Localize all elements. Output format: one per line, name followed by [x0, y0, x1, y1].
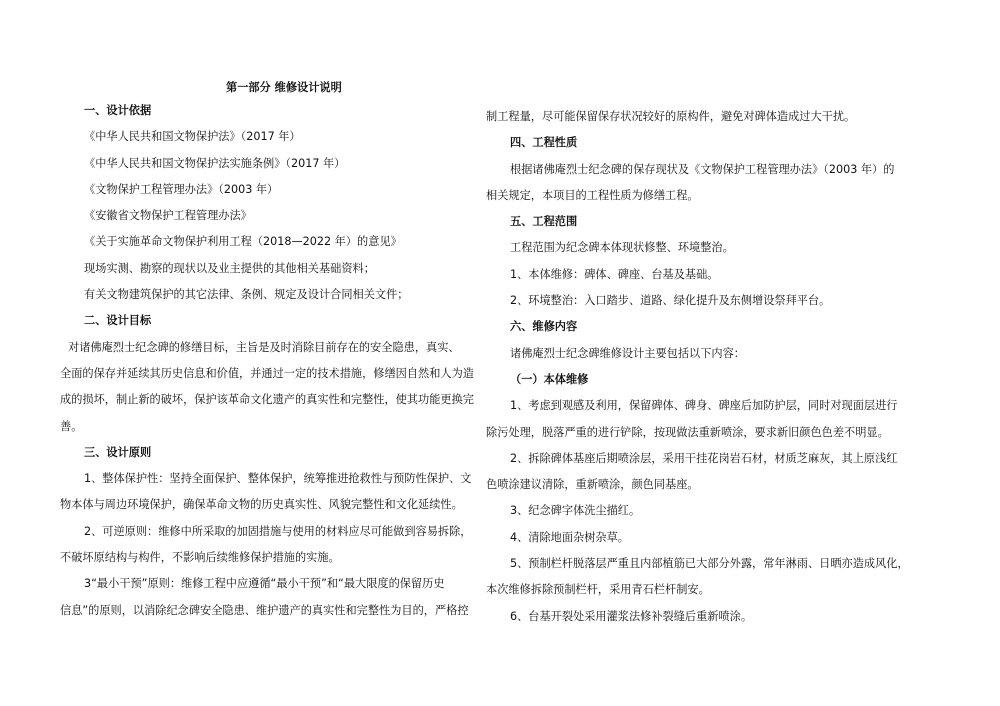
continued-line: 制工程量，尽可能保留保存状况较好的原构件，避免对碑体造成过大干扰。 [486, 110, 856, 123]
scope-line: 工程范围为纪念碑本体现状修整、环境整治。 [510, 241, 734, 255]
section-heading-goal: 二、设计目标 [84, 314, 152, 328]
goal-line: 全面的保存并延续其历史信息和价值，并通过一定的技术措施，修缮因自然和人为造 [60, 366, 474, 380]
principle-line: 信息”的原则，以消除纪念碑安全隐患、维护遗产的真实性和完整性为目的，严格控 [60, 603, 469, 617]
left-column [60, 98, 490, 624]
goal-line: 成的损坏，制止新的破坏，保护该革命文化遗产的真实性和完整性，使其功能更换完 [60, 393, 474, 407]
basis-item: 有关文物建筑保护的其它法律、条例、规定及设计合同相关文件； [84, 288, 409, 302]
principle-line: 3“最小干预”原则：维修工程中应遵循“最小干预”和“最大限度的保留历史 [84, 577, 445, 591]
nature-line: 根据诸佛庵烈士纪念碑的保存现状及《文物保护工程管理办法》（2003 年）的 [510, 162, 895, 176]
section-heading-nature: 四、工程性质 [510, 136, 578, 150]
principle-line: 2、可逆原则：维修中所采取的加固措施与使用的材料应尽可能做到容易拆除， [84, 524, 472, 538]
basis-item: 《安徽省文物保护工程管理办法》 [84, 209, 252, 223]
section-heading-scope: 五、工程范围 [510, 215, 578, 229]
subsection-heading-body-repair: （一）本体维修 [510, 372, 589, 386]
goal-line: 善。 [60, 419, 83, 433]
content-line: 色喷涂建议清除，重新喷涂，颜色同基座。 [486, 478, 699, 492]
goal-line: 对诸佛庵烈士纪念碑的修缮目标，主旨是及时消除目前存在的安全隐患，真实、 [68, 340, 460, 354]
section-heading-basis: 一、设计依据 [84, 104, 152, 117]
nature-line: 相关规定，本项目的工程性质为修缮工程。 [486, 188, 699, 202]
basis-item: 《关于实施革命文物保护利用工程（2018—2022 年）的意见》 [84, 235, 402, 249]
content-line: 除污处理，脱落严重的进行铲除，按现做法重新喷涂，要求新旧颜色色差不明显。 [486, 425, 889, 439]
section-heading-content: 六、维修内容 [510, 320, 578, 334]
basis-item: 《中华人民共和国文物保护法实施条例》（2017 年） [84, 156, 346, 170]
document-title: 第一部分 维修设计说明 [226, 81, 342, 94]
content-line: 3、纪念碑字体洗尘描红。 [510, 504, 641, 518]
principle-line: 不破坏原结构与构件，不影响后续维修保护措施的实施。 [60, 551, 340, 565]
content-intro: 诸佛庵烈士纪念碑维修设计主要包括以下内容： [510, 346, 745, 360]
content-line: 1、考虑到观感及利用，保留碑体、碑身、碑座后加防护层，同时对现面层进行 [510, 399, 898, 413]
content-line: 2、拆除碑体基座后期喷涂层，采用干挂花岗岩石材，材质芝麻灰，其上原浅红 [510, 451, 898, 465]
basis-item: 《中华人民共和国文物保护法》（2017 年） [84, 130, 301, 144]
content-line: 6、台基开裂处采用灌浆法修补裂缝后重新喷涂。 [510, 609, 753, 623]
basis-item: 现场实测、勘察的现状以及业主提供的其他相关基础资料； [84, 261, 375, 275]
content-line: 本次维修拆除预制栏杆，采用青石栏杆制安。 [486, 583, 710, 597]
section-heading-principles: 三、设计原则 [84, 445, 152, 459]
content-line: 4、清除地面杂树杂草。 [510, 530, 629, 544]
principle-line: 1、整体保护性：坚持全面保护、整体保护，统筹推进抢救性与预防性保护、文 [84, 472, 472, 486]
scope-line: 2、环境整治：入口踏步、道路、绿化提升及东侧增设祭拜平台。 [510, 294, 831, 308]
scope-line: 1、本体维修：碑体、碑座、台基及基础。 [510, 267, 719, 281]
basis-item: 《文物保护工程管理办法》（2003 年） [84, 182, 279, 196]
principle-line: 物本体与周边环境保护，确保革命文物的历史真实性、风貌完整性和文化延续性。 [60, 498, 463, 512]
content-line: 5、预制栏杆脱落层严重且内部植筋已大部分外露，常年淋雨、日晒亦造成风化， [510, 557, 909, 571]
right-column [486, 104, 946, 630]
